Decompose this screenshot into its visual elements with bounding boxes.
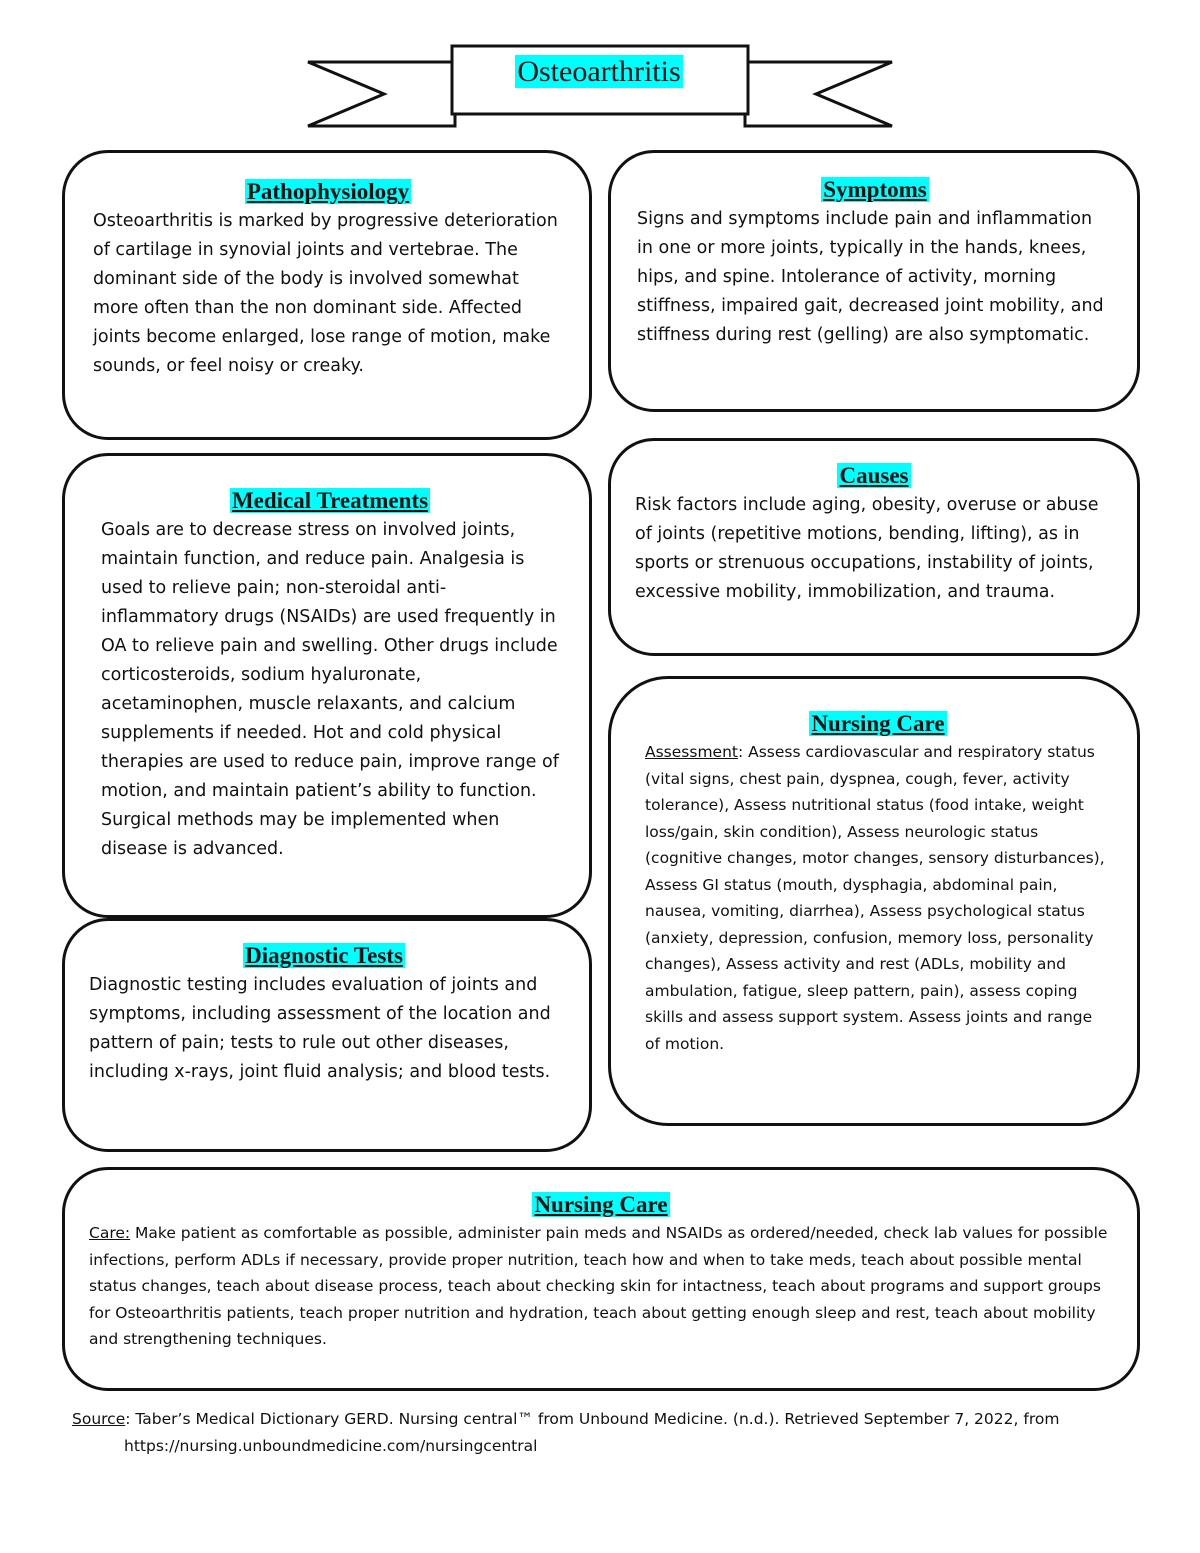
nursing-assessment-text xyxy=(645,739,1111,1057)
symptoms-text: Signs and symptoms include pain and inflammation in one or more joints, typically in the hands, knees, hips, and spine. Intolerance of activity, morning stiffness, impaired gait, decreased joint mobility, and stiffness during rest (gelling) are also symptomatic. xyxy=(637,209,1104,345)
pathophysiology-heading: Pathophysiology xyxy=(246,179,410,204)
nursing-assessment-card xyxy=(608,676,1140,1126)
causes-text: Risk factors include aging, obesity, overuse or abuse of joints (repetitive motions, bending, lifting), as in sports or strenuous occupations, instability of joints, excessive mobility, immobilization, and trauma. xyxy=(635,495,1099,602)
medical-treatments-heading: Medical Treatments xyxy=(231,488,429,513)
source-text: : Taber’s Medical Dictionary GERD. Nursing central™ from Unbound Medicine. (n.d.). Retrieved September 7, 2022, from https://nursing.unboundmedicine.com/nursingcentral xyxy=(124,1410,1060,1455)
page-title: Osteoarthritis xyxy=(517,55,681,88)
causes-heading: Causes xyxy=(839,463,909,488)
care-label: Care: xyxy=(89,1224,131,1242)
assessment-body: : Assess cardiovascular and respiratory status (vital signs, chest pain, dyspnea, cough, fever, activity tolerance), Assess nutritional status (food intake, weight loss/gain, skin condition), Assess neurologic status (cognitive changes, motor changes, sensory disturbances), Assess GI status (mouth, dysphagia, abdominal pain, nausea, vomiting, diarrhea), Assess psychological status (anxiety, depression, confusion, memory loss, personality changes), Assess activity and rest (ADLs, mobility and ambulation, fatigue, sleep pattern, pain), assess coping skills and assess support system. Assess joints and range of motion. xyxy=(645,743,1105,1053)
nursing-care-heading: Nursing Care xyxy=(534,1192,668,1217)
nursing-assessment-heading: Nursing Care xyxy=(811,711,945,736)
medical-treatments-card xyxy=(62,453,592,918)
diagnostic-tests-card xyxy=(62,918,592,1152)
source-citation xyxy=(72,1406,1184,1460)
nursing-care-card xyxy=(62,1167,1140,1391)
source-label: Source xyxy=(72,1410,126,1428)
symptoms-heading: Symptoms xyxy=(823,177,927,202)
symptoms-card xyxy=(608,150,1140,412)
care-body: Make patient as comfortable as possible, administer pain meds and NSAIDs as ordered/needed, check lab values for possible infections, perform ADLs if necessary, provide proper nutrition, teach how and when to take meds, teach about possible mental status changes, teach about disease process, teach about checking skin for intactness, teach about programs and support groups for Osteoarthritis patients, teach proper nutrition and hydration, teach about getting enough sleep and rest, teach about mobility and strengthening techniques. xyxy=(89,1224,1108,1348)
diagnostic-tests-text: Diagnostic testing includes evaluation of joints and symptoms, including assessment of the location and pattern of pain; tests to rule out other diseases, including x-rays, joint fluid analysis; and blood tests. xyxy=(89,975,551,1082)
pathophysiology-text: Osteoarthritis is marked by progressive deterioration of cartilage in synovial joints and vertebrae. The dominant side of the body is involved somewhat more often than the non dominant side. Affected joints become enlarged, lose range of motion, make sounds, or feel noisy or creaky. xyxy=(93,211,558,376)
diagnostic-tests-heading: Diagnostic Tests xyxy=(245,943,403,968)
causes-card xyxy=(608,438,1140,656)
pathophysiology-card xyxy=(62,150,592,440)
nursing-care-text xyxy=(89,1220,1113,1353)
medical-treatments-text: Goals are to decrease stress on involved joints, maintain function, and reduce pain. Analgesia is used to relieve pain; non-steroidal anti-inflammatory drugs (NSAIDs) are used frequently in OA to relieve pain and swelling. Other drugs include corticosteroids, sodium hyaluronate, acetaminophen, muscle relaxants, and calcium supplements if needed. Hot and cold physical therapies are used to reduce pain, improve range of motion, and maintain patient’s ability to function. Surgical methods may be implemented when disease is advanced. xyxy=(101,520,559,859)
assessment-label: Assessment xyxy=(645,743,738,761)
